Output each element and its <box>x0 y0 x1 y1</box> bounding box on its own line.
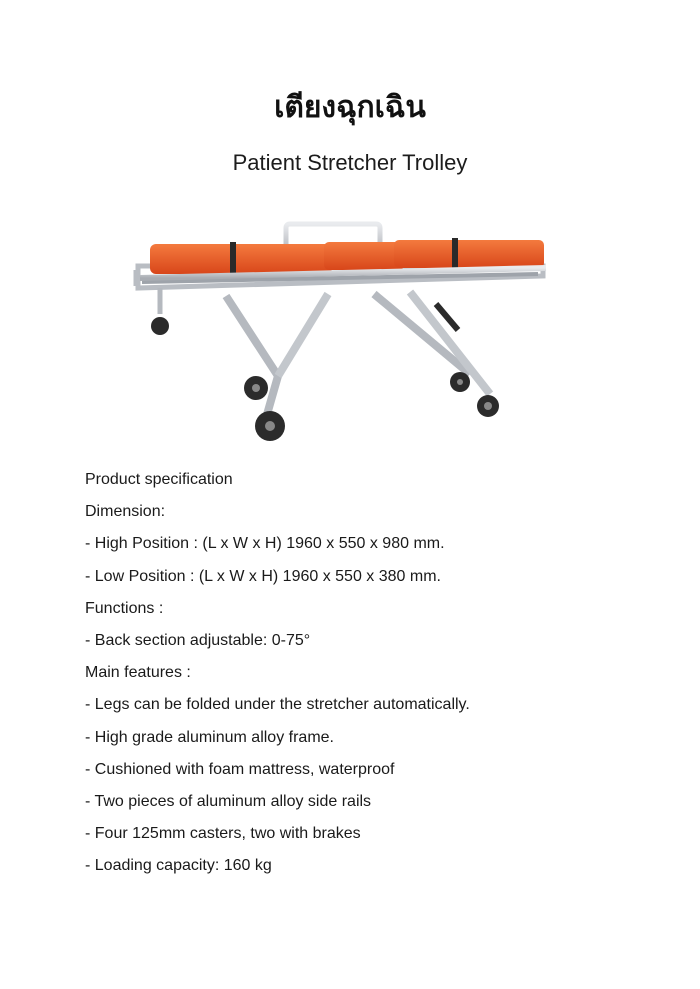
spec-feature-legs: - Legs can be folded under the stretcher automatically. <box>85 696 470 714</box>
spec-back-section: - Back section adjustable: 0-75° <box>85 631 311 649</box>
spec-feature-casters: - Four 125mm casters, two with brakes <box>85 825 361 843</box>
spec-feature-frame: - High grade aluminum alloy frame. <box>85 728 334 746</box>
spec-low-position: - Low Position : (L x W x H) 1960 x 550 x 380 mm. <box>85 567 441 585</box>
spec-features-heading: Main features : <box>85 664 191 682</box>
page-title-thai: เตียงฉุกเฉิน <box>274 90 426 125</box>
spec-dimension-heading: Dimension: <box>85 503 166 521</box>
spec-feature-capacity: - Loading capacity: 160 kg <box>85 857 272 875</box>
page-title-english: Patient Stretcher Trolley <box>232 150 468 175</box>
spec-functions-heading: Functions : <box>85 599 164 617</box>
stretcher-trolley-image <box>118 196 564 448</box>
spec-high-position: - High Position : (L x W x H) 1960 x 550 x 980 mm. <box>85 535 445 553</box>
product-specification <box>85 466 645 884</box>
spec-feature-mattress: - Cushioned with foam mattress, waterproof <box>85 760 395 778</box>
spec-feature-side-rails: - Two pieces of aluminum alloy side rails <box>85 792 372 810</box>
spec-heading: Product specification <box>85 471 233 488</box>
